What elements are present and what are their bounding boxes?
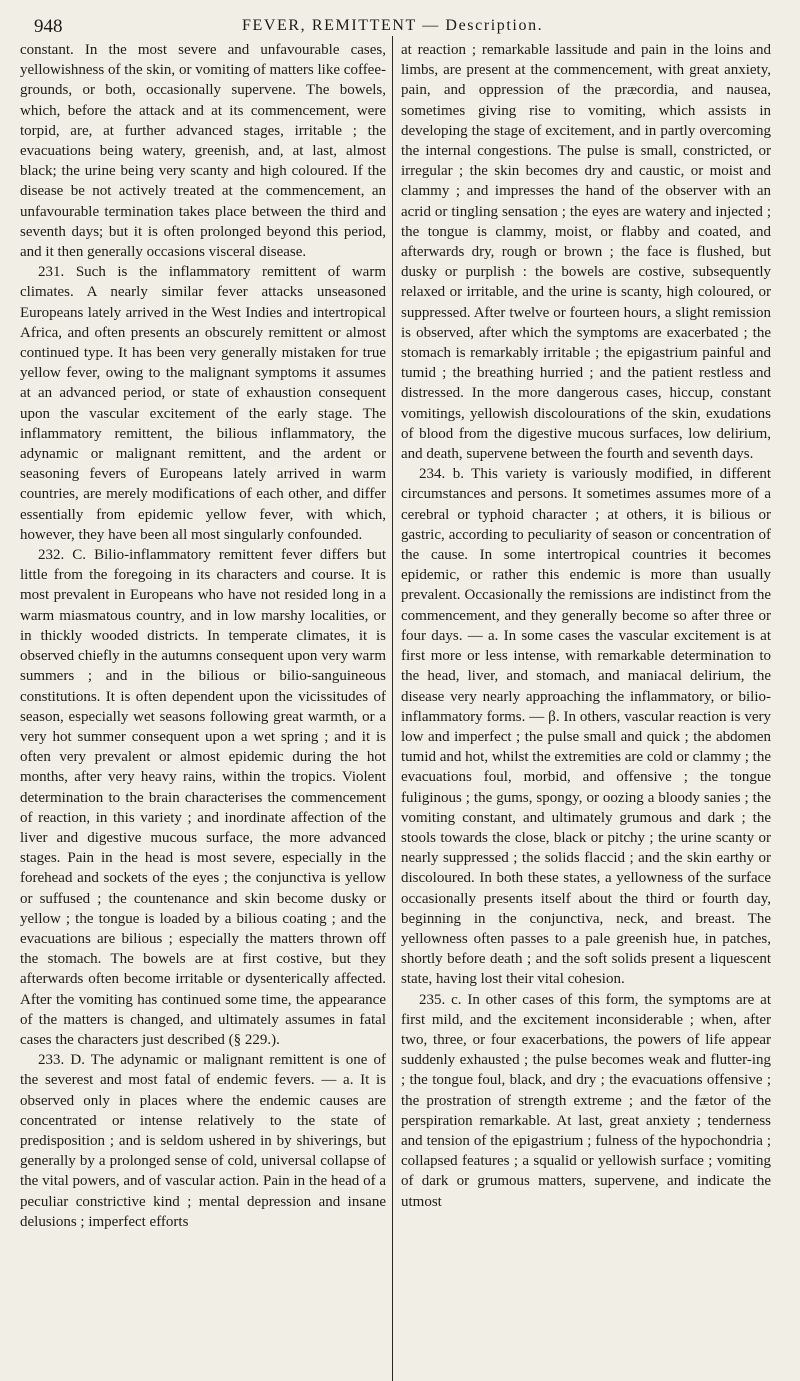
right-column [393,40,773,1381]
paragraph: 234. b. This variety is variously modified, in different circumstances and persons. It sometimes assumes more of a cerebral or typhoid character ; at others, it is bilious or gastric, according to peculiarity of season or concentration of the cause. In some intertropical countries it becomes epidemic, or rather this endemic is more than usually prevalent. Occasionally the remissions are indistinct from the commencement, and they generally become so after three or four days. — a. In some cases the vascular excitement is at first more or less intense, with remarkable determination to the head, liver, and stomach, and maniacal delirium, the disease very nearly approaching the inflammatory, or bilio-inflammatory forms. — β. In others, vascular reaction is very low and imperfect ; the pulse small and quick ; the abdomen tumid and hot, whilst the extremities are cold or clammy ; the evacuations foul, morbid, and offensive ; the tongue fuliginous ; the gums, spongy, or oozing a bloody sanies ; the vomiting constant, and ultimately grumous and dark ; the stools towards the close, black or pitchy ; the urine scanty or nearly suppressed ; the solids flaccid ; and the skin earthy or discoloured. In both these states, a yellowness of the surface occasionally presents itself about the third or fourth day, beginning in the conjunctiva, neck, and breast. The yellowness often passes to a pale greenish hue, in patches, shortly before death ; and the soft solids present a liquescent state, having lost their vital cohesion. [401,466,771,988]
paragraph: 233. D. The adynamic or malignant remittent is one of the severest and most fatal of endemic fevers. — a. It is observed only in places where the endemic causes are concentrated or intense relatively to the state of predisposition ; and is seldom ushered in by shiverings, but generally by a prolonged sense of cold, universal collapse of the vital powers, and of vascular action. Pain in the head of a peculiar constrictive kind ; mental depression and insane delusions ; imperfect efforts [20,1052,386,1230]
page-header [12,8,784,37]
page-number: 948 [34,16,63,37]
paragraph: at reaction ; remarkable lassitude and pain in the loins and limbs, are present at the commencement, with great anxiety, pain, and oppression of the præcordia, and nausea, sometimes giving rise to vomiting, which assists in developing the stage of excitement, and in partly overcoming the internal congestions. The pulse is small, constricted, or irregular ; the skin becomes dry and caustic, or moist and clammy ; and impresses the hand of the observer with an acrid or tingling sensation ; the eyes are watery and injected ; the tongue is clammy, moist, or flabby and coated, and afterwards dry, rough or brown ; the face is flushed, but dusky or purplish : the bowels are costive, subsequently relaxed or irritable, and the urine is scanty, high coloured, or suppressed. After twelve or fourteen hours, a slight remission is observed, after which the symptoms are exacerbated ; the stomach is remarkably irritable ; the epigastrium painful and tumid ; the breathing hurried ; and the patient restless and distressed. In the more dangerous cases, hiccup, constant vomitings, yellowish discolourations of the skin, exudations of blood from the digestive mucous surfaces, low delirium, and death, supervene between the fourth and seventh days. [401,42,771,463]
left-column [12,40,392,1381]
paragraph: 232. C. Bilio-inflammatory remittent fever differs but little from the foregoing in its characters and course. It is most prevalent in Europeans who have not resided long in a warm miasmatous country, and in low marshy localities, or in thickly wooded districts. In temperate climates, it is observed chiefly in the autumns consequent upon very warm summers ; and in the bilious or bilio-sanguineous constitutions. It is often dependent upon the vicissitudes of season, especially wet seasons following great warmth, or a very hot summer consequent upon a wet spring ; and it is often very prevalent or almost epidemic during the hot months, after very heavy rains, within the tropics. Violent determination to the brain characterises the commencement of reaction, in this variety ; and inordinate affection of the liver and digestive mucous surface, the more advanced stages. Pain in the head is most severe, especially in the forehead and sockets of the eyes ; the conjunctiva is yellow or suffused ; the countenance and skin become dusky or yellow ; the tongue is loaded by a bilious coating ; and the evacuations are bilious ; especially the matters thrown off the stomach. The bowels are at first costive, but they afterwards often become irritable or dysenterically affected. After the vomiting has continued some time, the appearance of the matters is changed, and ultimately assumes in fatal cases the characters just described (§ 229.). [20,547,386,1048]
running-title: FEVER, REMITTENT — Description. [242,17,544,34]
paragraph: 235. c. In other cases of this form, the symptoms are at first mild, and the excitement inconsiderable ; when, after two, three, or four exacerbations, the powers of life appear suddenly exhausted ; the pulse becomes weak and flutter-ing ; the tongue foul, black, and dry ; the evacuations offensive ; the prostration of strength extreme ; and the fætor of the perspiration remarkable. At last, great anxiety ; tenderness and tension of the epigastrium ; fulness of the hypochondria ; collapsed features ; a squalid or yellowish surface ; vomiting of dark or grumous matters, supervene, and indicate the utmost [401,991,771,1210]
paragraph: constant. In the most severe and unfavourable cases, yellowishness of the skin, or vomiting of matters like coffee-grounds, or both, occasionally supervene. The bowels, which, before the attack and at its commencement, were torpid, are, at further advanced stages, irritable ; the evacuations being watery, greenish, and, at last, almost black; the urine being very scanty and high coloured. If the disease be not actively treated at the commencement, an unfavourable termination takes place between the third and seventh days; but it is often prolonged beyond this period, and it then generally occasions visceral disease. [20,42,386,261]
paragraph: 231. Such is the inflammatory remittent of warm climates. A nearly similar fever attacks unseasoned Europeans lately arrived in the West Indies and intertropical Africa, and often presents an obscurely remittent or almost continued type. It has been very generally mistaken for true yellow fever, owing to the malignant symptoms it assumes at an advanced period, or state of exhaustion consequent upon the vascular excitement of the early stage. The inflammatory remittent, the bilious inflammatory, the adynamic or malignant remittent, and the ardent or seasoning fevers of Europeans lately arrived in warm countries, are merely modifications of each other, and differ essentially from epidemic yellow fever, with which, however, they have been all most singularly confounded. [20,264,386,543]
text-columns [12,40,784,1381]
